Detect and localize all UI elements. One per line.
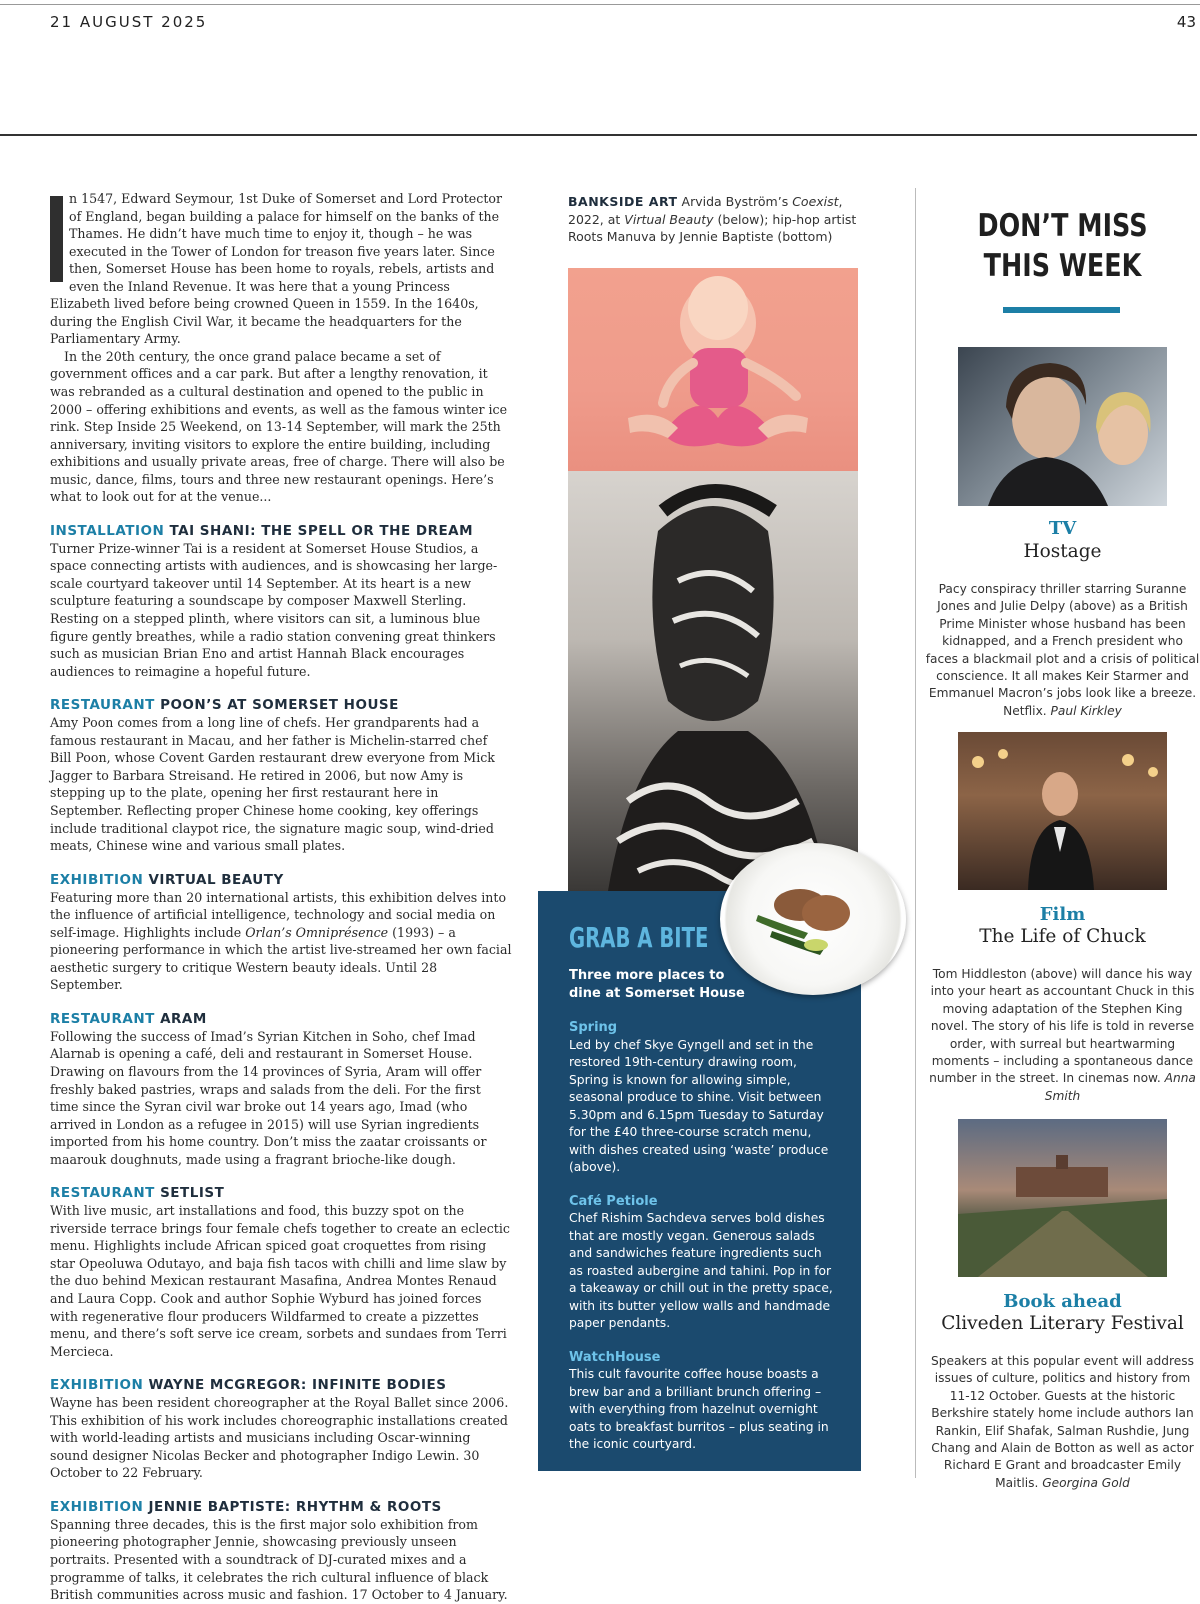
entry-virtual-beauty — [50, 872, 512, 994]
intro-paragraph-1: n 1547, Edward Seymour, 1st Duke of Somerset and Lord Protector of England, began building a palace for himself on the banks of the Thames. He didn’t have much time to enjoy it, though – he was executed in the Tower of London for treason five years later. Since then, Somerset House has been home to royals, rebels, artists and even the Inland Revenue. It was here that a young Princess Elizabeth lived before being crowned Queen in 1559. In the 1640s, during the English Civil War, it became the headquarters for the Parliamentary Army. — [50, 191, 502, 347]
entry-title: RESTAURANT POON’S AT SOMERSET HOUSE — [50, 697, 399, 714]
heading-accent-bar — [1003, 307, 1120, 313]
intro-paragraph-2: In the 20th century, the once grand palace became a set of government offices and a car park. But after a lengthy renovation, it was rebranded as a cultural destination and opened to the public in 2000 – offering exhibitions and events, as well as the famous winter ice rink. Step Inside 25 Weekend, on 13-14 September, will mark the 25th anniversary, inviting visitors to explore the entire building, including exhibitions and usually private areas, free of charge. There will also be music, dance, films, tours and three new restaurant openings. Here’s what to look out for at the venue... — [50, 348, 508, 505]
entry-body: Turner Prize-winner Tai is a resident at Somerset House Studios, a space connecting artists with audiences, and is showcasing her large-scale courtyard takeover until 14 September. At its heart is a new sculpture featuring a soundscape by composer Maxwell Sterling. Resting on a stepped plinth, where visitors can sit, a luminous blue figure gently breathes, while a radio station convening great thinkers such as musician Brian Eno and artist Hannah Black encourages audiences to reimagine a hopeful future. — [50, 540, 498, 679]
sidebar-text: Pacy conspiracy thriller starring Suranne Jones and Julie Delpy (above) as a British Prime Minister whose husband has been kidnapped, and a French president who faces a blackmail plot and a crisis of political conscience. It all makes Keir Starmer and Emmanuel Macron’s jobs look like a breeze. Netflix. Paul Kirkley — [925, 582, 1200, 718]
entry-title: INSTALLATION TAI SHANI: THE SPELL OR THE DREAM — [50, 522, 474, 539]
page-number: 43 — [1176, 13, 1196, 31]
header-rule — [0, 134, 1197, 136]
sidebar-category: Book ahead — [1003, 1291, 1122, 1312]
hostage-photo — [958, 347, 1167, 506]
entry-title: EXHIBITION WAYNE MCGREGOR: INFINITE BODIES — [50, 1377, 447, 1394]
portrait-illustration — [568, 471, 858, 891]
place-name: Spring — [569, 1020, 618, 1035]
hostage-photo-illustration — [958, 347, 1167, 506]
entry-body: Featuring more than 20 international artists, this exhibition delves into the influence of artificial intelligence, technology and social media on self-image. Highlights include Orlan’s Omniprésence (1993) – a pioneering performance in which the artist live-streamed her own facial aesthetic surgery to critique Western beauty ideals. Until 28 September. — [50, 889, 512, 993]
entry-title: EXHIBITION VIRTUAL BEAUTY — [50, 871, 284, 888]
sidebar-title: The Life of Chuck — [979, 926, 1146, 947]
entry-setlist — [50, 1185, 512, 1360]
main-article — [50, 190, 512, 1604]
sidebar-title: Hostage — [1023, 541, 1102, 562]
top-rule — [0, 4, 1200, 5]
sidebar-text: Speakers at this popular event will address issues of culture, politics and history from 11-12 October. Guests at the historic Berkshire stately home include authors Ian Rankin, Elif Shafak, Salman Rushdie, Jung Chang and Alain de Botton as well as actor Richard E Grant and broadcaster Emily Maitlis. Georgina Gold — [931, 1354, 1194, 1490]
grab-a-bite-subheading: Three more places to dine at Somerset House — [569, 968, 745, 1001]
entry-body: Spanning three decades, this is the first major solo exhibition from pioneering photographer Jennie, showcasing previously unseen portraits. Presented with a soundtrack of DJ-curated mixes and a programme of talks, it celebrates the rich cultural influence of black British communities across music and fashion. 17 October to 4 January. — [50, 1516, 508, 1603]
drop-cap-i — [50, 196, 63, 282]
sidebar-title: Cliveden Literary Festival — [941, 1313, 1184, 1334]
entry-jennie-baptiste — [50, 1499, 512, 1604]
sidebar-divider — [915, 188, 916, 1478]
entry-tai-shani — [50, 523, 512, 680]
entry-body: Amy Poon comes from a long line of chefs. Her grandparents had a famous restaurant in Macau, and her father is Michelin-starred chef Bill Poon, whose Covent Garden restaurant drew everyone from Mick Jagger to Barbara Streisand. He retired in 2006, but now Amy is stepping up to the plate, opening her first restaurant here in September. Reflecting proper Chinese home cooking, key offerings include traditional claypot rice, the signature magic soup, wind-dried meats, Chinese wine and various small plates. — [50, 715, 495, 854]
sidebar-category: TV — [1048, 518, 1077, 539]
entry-title: RESTAURANT SETLIST — [50, 1185, 225, 1202]
entry-body: With live music, art installations and food, this buzzy spot on the riverside terrace brings four female chefs together to create an eclectic menu. Highlights include African spiced goat croquettes from rising star Opeoluwa Odutayo, and baja fish tacos with chilli and lime slaw by the duo behind Mexican restaurant Masafina, Andrea Montes Renaud and Laura Copp. Cook and author Sophie Wyburd has joined forces with regenerative flour producers Wildfarmed to create a pizzettes menu, and there’s soft serve ice cream, sorbets and sundaes from Terri Mercieca. — [50, 1203, 510, 1359]
place-text: Chef Rishim Sachdeva serves bold dishes that are mostly vegan. Generous salads and sandwiches feature ingredients such as roasted aubergine and tahini. Pop in for a takeaway or chill out in the pretty space, with its butter yellow walls and handmade paper pendants. — [569, 1211, 833, 1330]
entry-wayne-mcgregor — [50, 1377, 512, 1482]
dont-miss-heading: DON’T MISS THIS WEEK — [977, 208, 1148, 284]
grab-a-bite-heading: GRAB A BITE — [569, 921, 709, 954]
issue-date: 21 AUGUST 2025 — [50, 13, 208, 31]
place-name: Café Petiole — [569, 1193, 658, 1209]
coexist-photo — [568, 268, 858, 471]
photo-caption: BANKSIDE ART Arvida Byström’s Coexist, 2022, at Virtual Beauty (below); hip-hop artist Roots Manuva by Jennie Baptiste (bottom) — [568, 194, 857, 244]
life-of-chuck-photo — [958, 732, 1167, 890]
film-still-illustration — [958, 732, 1167, 890]
entry-title: EXHIBITION JENNIE BAPTISTE: RHYTHM & ROOTS — [50, 1498, 442, 1515]
cliveden-photo — [958, 1119, 1167, 1277]
entry-aram — [50, 1011, 512, 1168]
woman-pose-illustration — [568, 268, 858, 471]
food-plate-photo — [720, 843, 906, 995]
sidebar-category: Film — [1039, 904, 1086, 925]
entry-body: Wayne has been resident choreographer at the Royal Ballet since 2006. This exhibition of his work includes choreographic installations created with world-leading artists and musicians including Oscar-winning sound designer Nicolas Becker and photographer Indigo Lewin. 30 October to 22 February. — [50, 1395, 509, 1481]
place-name: WatchHouse — [569, 1349, 661, 1365]
entry-body: Following the success of Imad’s Syrian Kitchen in Soho, chef Imad Alarnab is opening a café, deli and restaurant in Somerset House. Drawing on flavours from the 14 provinces of Syria, Aram will offer freshly baked pastries, wraps and salads from the deli. For the first time since the Syran civil war broke out 14 years ago, Imad (who arrived in London as a refugee in 2015) will use Syrian ingredients imported from his home country. Don’t miss the zaatar croissants or maarouk doughnuts, made using a fragrant brioche-like dough. — [50, 1028, 487, 1167]
stately-home-illustration — [958, 1119, 1167, 1277]
place-text: This cult favourite coffee house boasts a brew bar and a brilliant brunch offering – with everything from hazelnut overnight oats to breakfast burritos – plus seating in the iconic courtyard. — [569, 1367, 829, 1451]
grab-a-bite-list — [569, 1019, 839, 1470]
sidebar-text: Tom Hiddleston (above) will dance his way into your heart as accountant Chuck in this moving adaptation of the Stephen King novel. The story of his life is told in reverse order, with surreal but heartwarming moments – including a spontaneous dance number in the street. In cinemas now. Anna Smith — [929, 967, 1196, 1103]
entry-poons — [50, 697, 512, 854]
roots-manuva-portrait — [568, 471, 858, 891]
place-text: Led by chef Skye Gyngell and set in the restored 19th-century drawing room, Spring is known for allowing simple, seasonal produce to shine. Visit between 5.30pm and 6.15pm Tuesday to Saturday for the £40 three-course scratch menu, with dishes created using ‘waste’ produce (above). — [569, 1037, 829, 1174]
entry-title: RESTAURANT ARAM — [50, 1010, 207, 1027]
plate-dish-illustration — [720, 843, 906, 995]
